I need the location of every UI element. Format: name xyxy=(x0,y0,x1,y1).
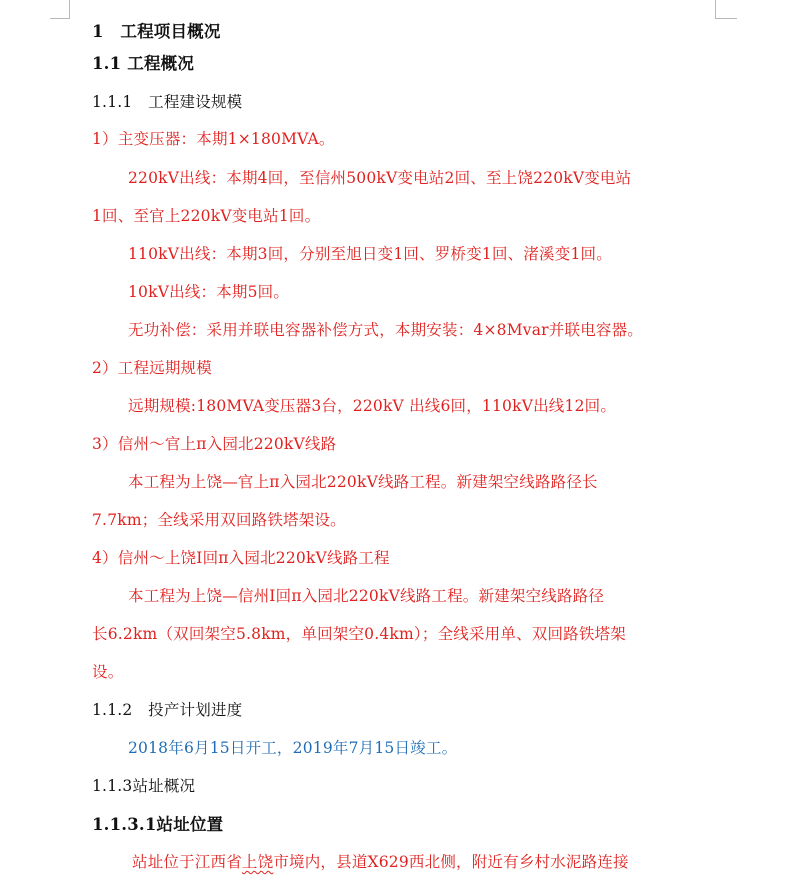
item-2-title: 2）工程远期规模 xyxy=(92,359,212,377)
item-3-title: 3）信州～官上π入园北220kV线路 xyxy=(92,435,337,453)
paragraph-schedule: 2018年6月15日开工，2019年7月15日竣工。 xyxy=(128,739,458,757)
paragraph-110kv: 110kV出线：本期3回，分别至旭日变1回、罗桥变1回、渚溪变1回。 xyxy=(128,245,612,263)
heading-1-1-3-1: 1.1.3.1站址位置 xyxy=(92,815,224,834)
paragraph-item4-line1: 本工程为上饶—信州Ⅰ回π入园北220kV线路工程。新建架空线路路径 xyxy=(128,587,605,605)
crop-mark xyxy=(69,0,70,18)
paragraph-220kv-line2: 1回、至官上220kV变电站1回。 xyxy=(92,207,321,225)
paragraph-220kv-line1: 220kV出线：本期4回，至信州500kV变电站2回、至上饶220kV变电站 xyxy=(128,169,632,187)
paragraph-reactive-compensation: 无功补偿：采用并联电容器补偿方式，本期安装：4×8Mvar并联电容器。 xyxy=(128,321,643,339)
site-text-prefix: 站址位于江西省 xyxy=(132,853,242,871)
paragraph-site-location xyxy=(132,851,629,873)
crop-mark xyxy=(50,18,70,19)
heading-1-1-3: 1.1.3站址概况 xyxy=(92,777,196,795)
heading-1-1-1: 1.1.1 工程建设规模 xyxy=(92,93,243,111)
paragraph-item4-line2: 长6.2km（双回架空5.8km，单回架空0.4km）；全线采用单、双回路铁塔架 xyxy=(92,625,626,643)
site-text-suffix: 市境内，县道X629西北侧，附近有乡村水泥路连接 xyxy=(273,853,629,871)
heading-1: 1 工程项目概况 xyxy=(92,22,221,41)
heading-1-1: 1.1 工程概况 xyxy=(92,54,195,73)
spellcheck-marked-word[interactable]: 上饶 xyxy=(241,853,274,871)
paragraph-10kv: 10kV出线：本期5回。 xyxy=(128,283,290,301)
paragraph-long-term-scale: 远期规模:180MVA变压器3台，220kV 出线6回，110kV出线12回。 xyxy=(128,397,617,415)
heading-1-1-2: 1.1.2 投产计划进度 xyxy=(92,701,243,719)
paragraph-item3-line1: 本工程为上饶—官上π入园北220kV线路工程。新建架空线路路径长 xyxy=(128,473,598,491)
crop-mark xyxy=(715,18,737,19)
paragraph-item3-line2: 7.7km；全线采用双回路铁塔架设。 xyxy=(92,511,346,529)
item-1-title: 1）主变压器：本期1×180MVA。 xyxy=(92,130,335,148)
item-4-title: 4）信州～上饶Ⅰ回π入园北220kV线路工程 xyxy=(92,549,390,567)
paragraph-item4-line3: 设。 xyxy=(92,663,124,681)
crop-mark xyxy=(715,0,716,18)
